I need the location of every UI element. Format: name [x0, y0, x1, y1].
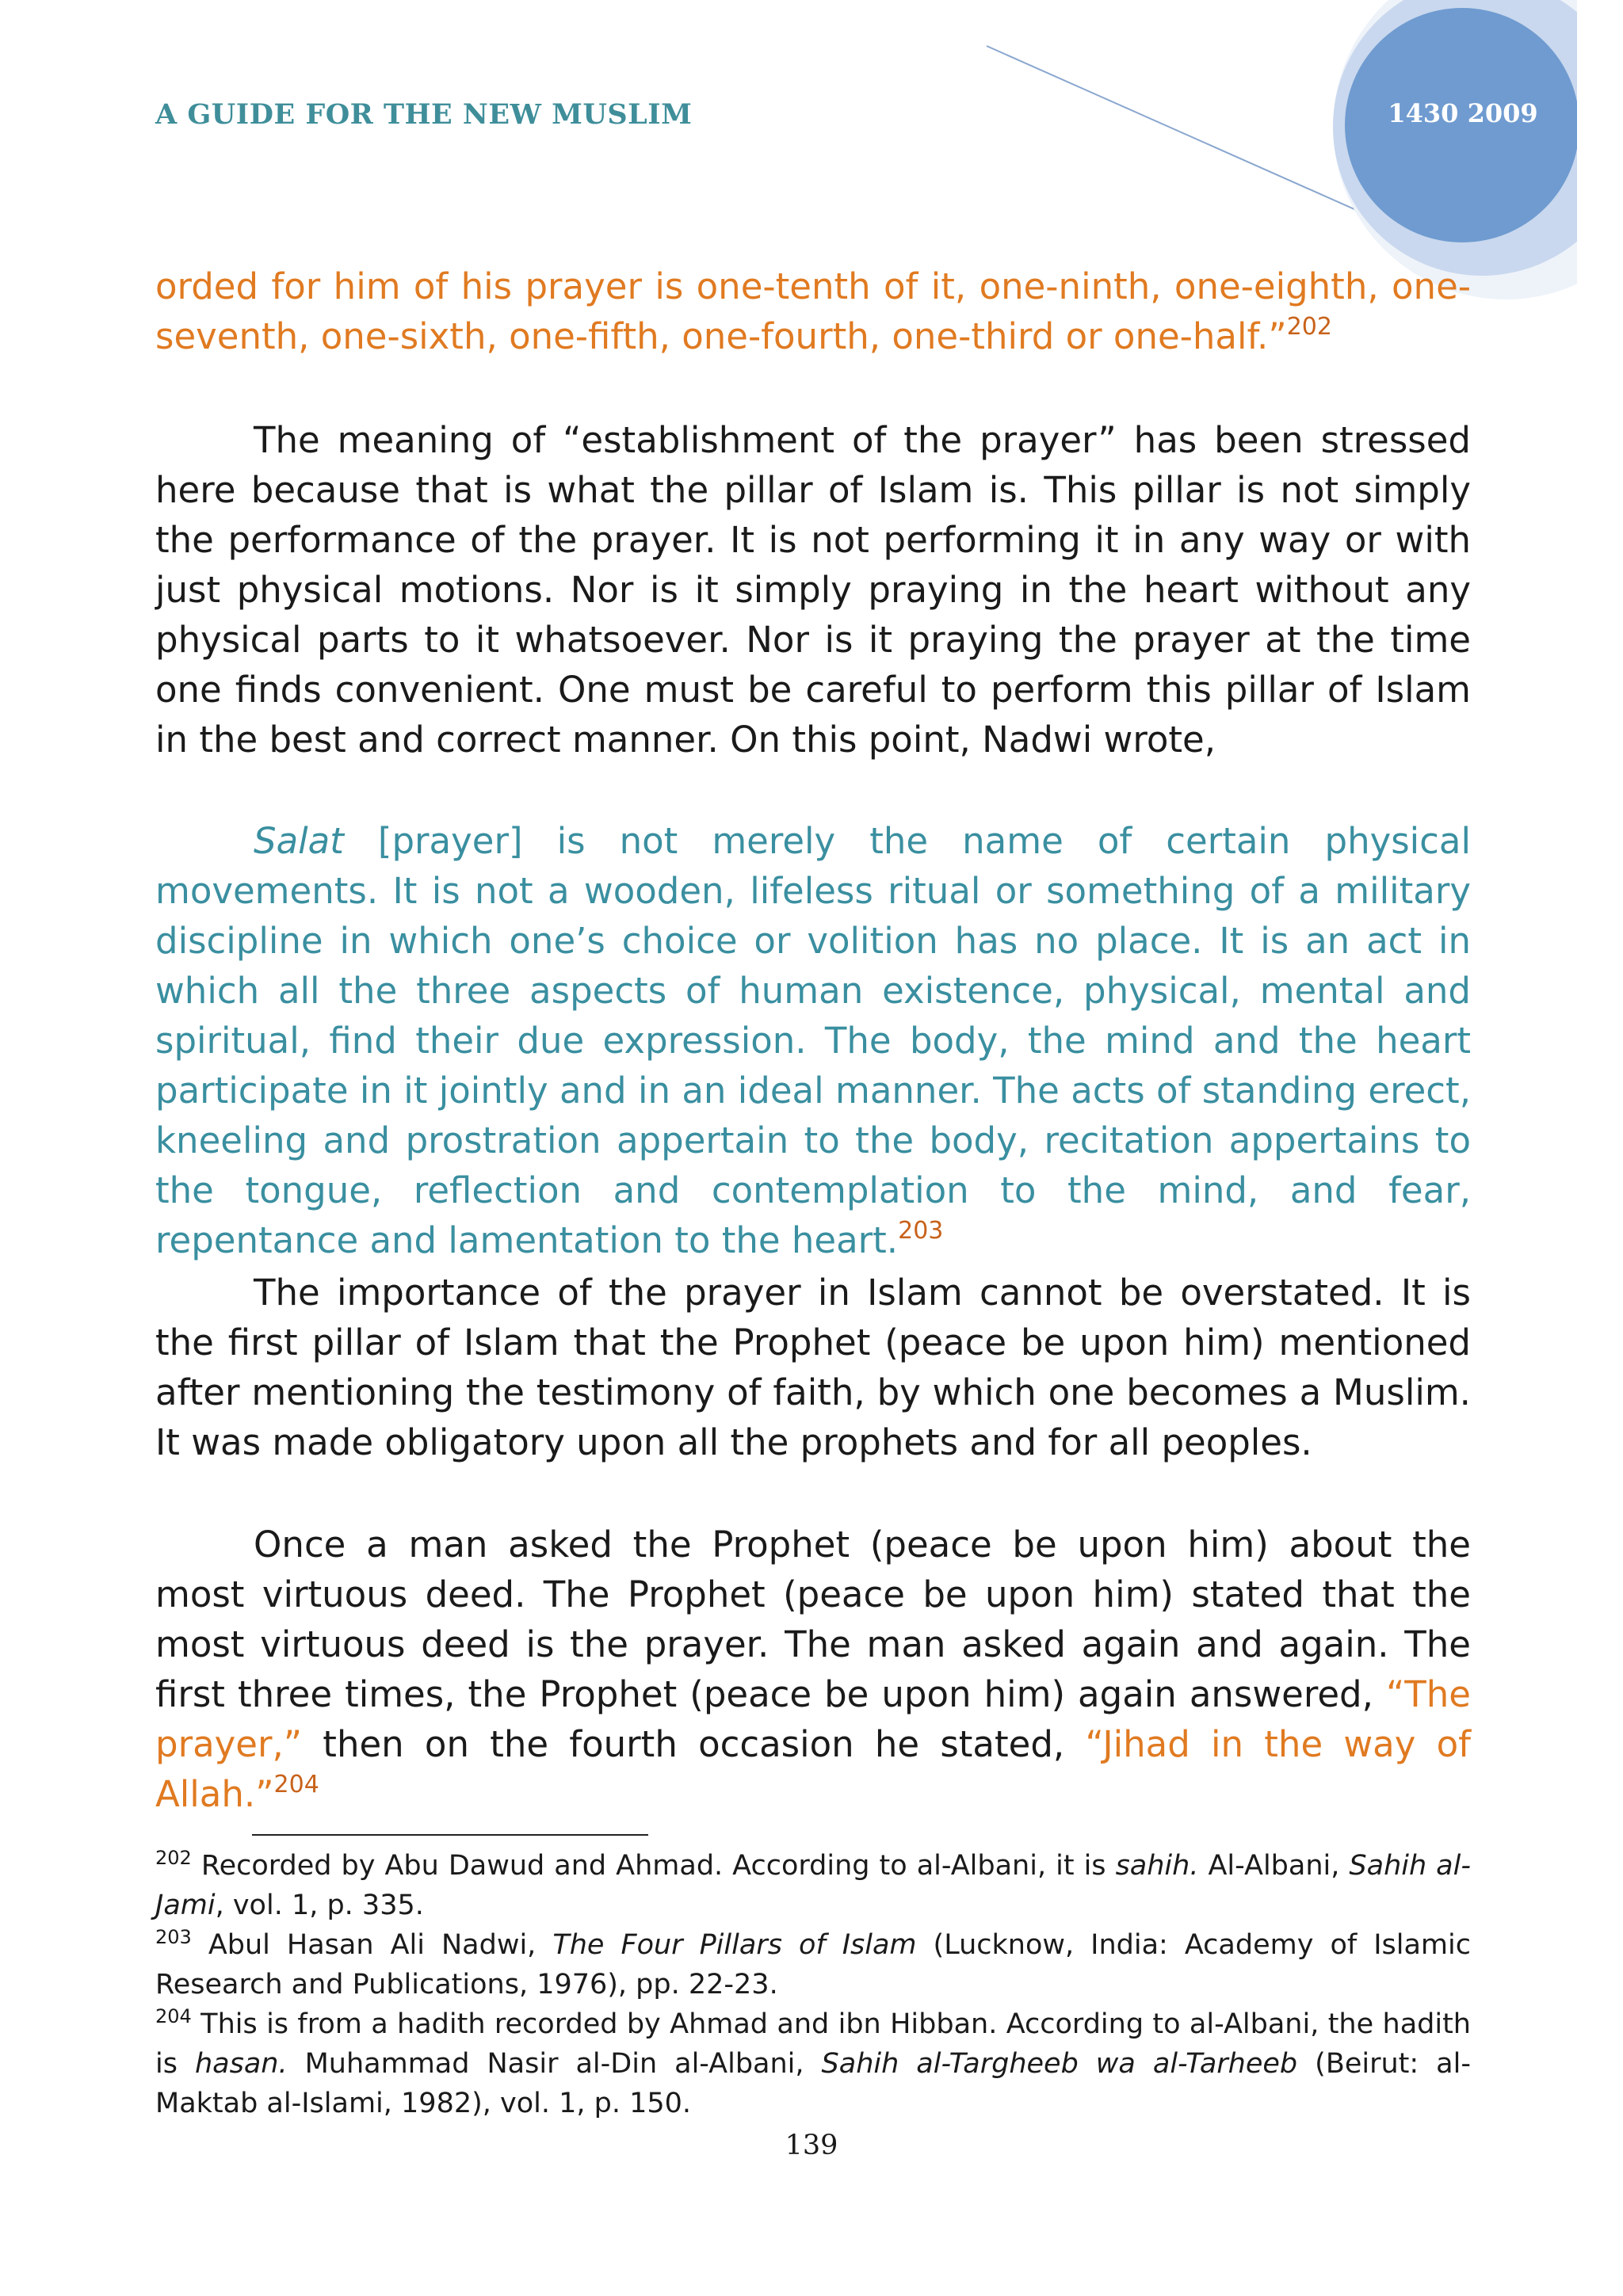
- quote-term: Salat: [254, 820, 344, 862]
- year-label: 1430 2009: [1388, 98, 1538, 128]
- quote-jihad: “Jihad in the way of Allah.”: [155, 1723, 1471, 1815]
- paragraph-virtuous-deed: Once a man asked the Prophet (peace be upon him) about the most virtuous deed. The Prophet (peace be upon him) stated that the most virtuous deed is the prayer. The man asked again and again. The first three times, the Prophet (peace be upon him) again answered, “The prayer,” then on the fourth occasion he stated, “Jihad in the way of Allah.”$^{204}$: [155, 1524, 1471, 1815]
- footnote-203: $^{203}$ Abul Hasan Ali Nadwi, The Four Pillars of Islam (Lucknow, India: Academy of Islamic Research and Publications, 1976), pp. 22-23.: [155, 1925, 1471, 2000]
- footnote-204: $^{204}$ This is from a hadith recorded by Ahmad and ibn Hibban. According to al-Albani, the hadith is hasan. Muhammad Nasir al-Din al-Albani, Sahih al-Targheeb wa al-Tarheeb (Beirut: al-Maktab al-Islami, 1982), vol. 1, p. 150.: [155, 2004, 1471, 2119]
- hadith-continuation: orded for him of his prayer is one-tenth of it, one-ninth, one-eighth, one-seventh, one-sixth, one-fifth, one-fourth, one-third or one-half.”$^{202}$: [155, 265, 1471, 357]
- footnotes: [155, 1846, 1471, 2123]
- paragraph-continued: [155, 261, 1471, 361]
- block-quote-nadwi: Salat [prayer] is not merely the name of certain physical movements. It is not a wooden, lifeless ritual or something of a military discipline in which one’s choice or volition has no place. It is an act in which all the three aspects of human existence, physical, mental and spiritual, find their due expression. The body, the mind and the heart participate in it jointly and in an ideal manner. The acts of standing erect, kneeling and prostration appertain to the body, recitation appertains to the tongue, reflection and contemplation to the mind, and fear, repentance and lamentation to the heart.$^{203}$: [155, 820, 1471, 1261]
- footnote-ref-203[interactable]: 203: [898, 1217, 944, 1245]
- paragraph-importance: The importance of the prayer in Islam cannot be overstated. It is the first pillar of Islam that the Prophet (peace be upon him) mentioned after mentioning the testimony of faith, by which one becomes a Muslim. It was made obligatory upon all the prophets and for all peoples.: [155, 1272, 1471, 1463]
- quote-the-prayer: “The prayer,”: [155, 1673, 1471, 1765]
- page-number: 139: [785, 2130, 838, 2161]
- footnote-ref-202[interactable]: 202: [1286, 313, 1332, 341]
- footnote-ref-204[interactable]: 204: [273, 1771, 319, 1798]
- running-header-title: A GUIDE FOR THE NEW MUSLIM: [155, 98, 693, 131]
- paragraph-establishment: The meaning of “establishment of the prayer” has been stressed here because that is what the pillar of Islam is. This pillar is not simply the performance of the prayer. It is not performing it in any way or with just physical motions. Nor is it simply praying in the heart without any physical parts to it whatsoever. Nor is it praying the prayer at the time one finds convenient. One must be careful to perform this pillar of Islam in the best and correct manner. On this point, Nadwi wrote,: [155, 419, 1471, 761]
- footnote-202: $^{202}$ Recorded by Abu Dawud and Ahmad. According to al-Albani, it is sahih. Al-Albani, Sahih al-Jami, vol. 1, p. 335.: [155, 1846, 1471, 1921]
- footnote-separator: [252, 1834, 648, 1836]
